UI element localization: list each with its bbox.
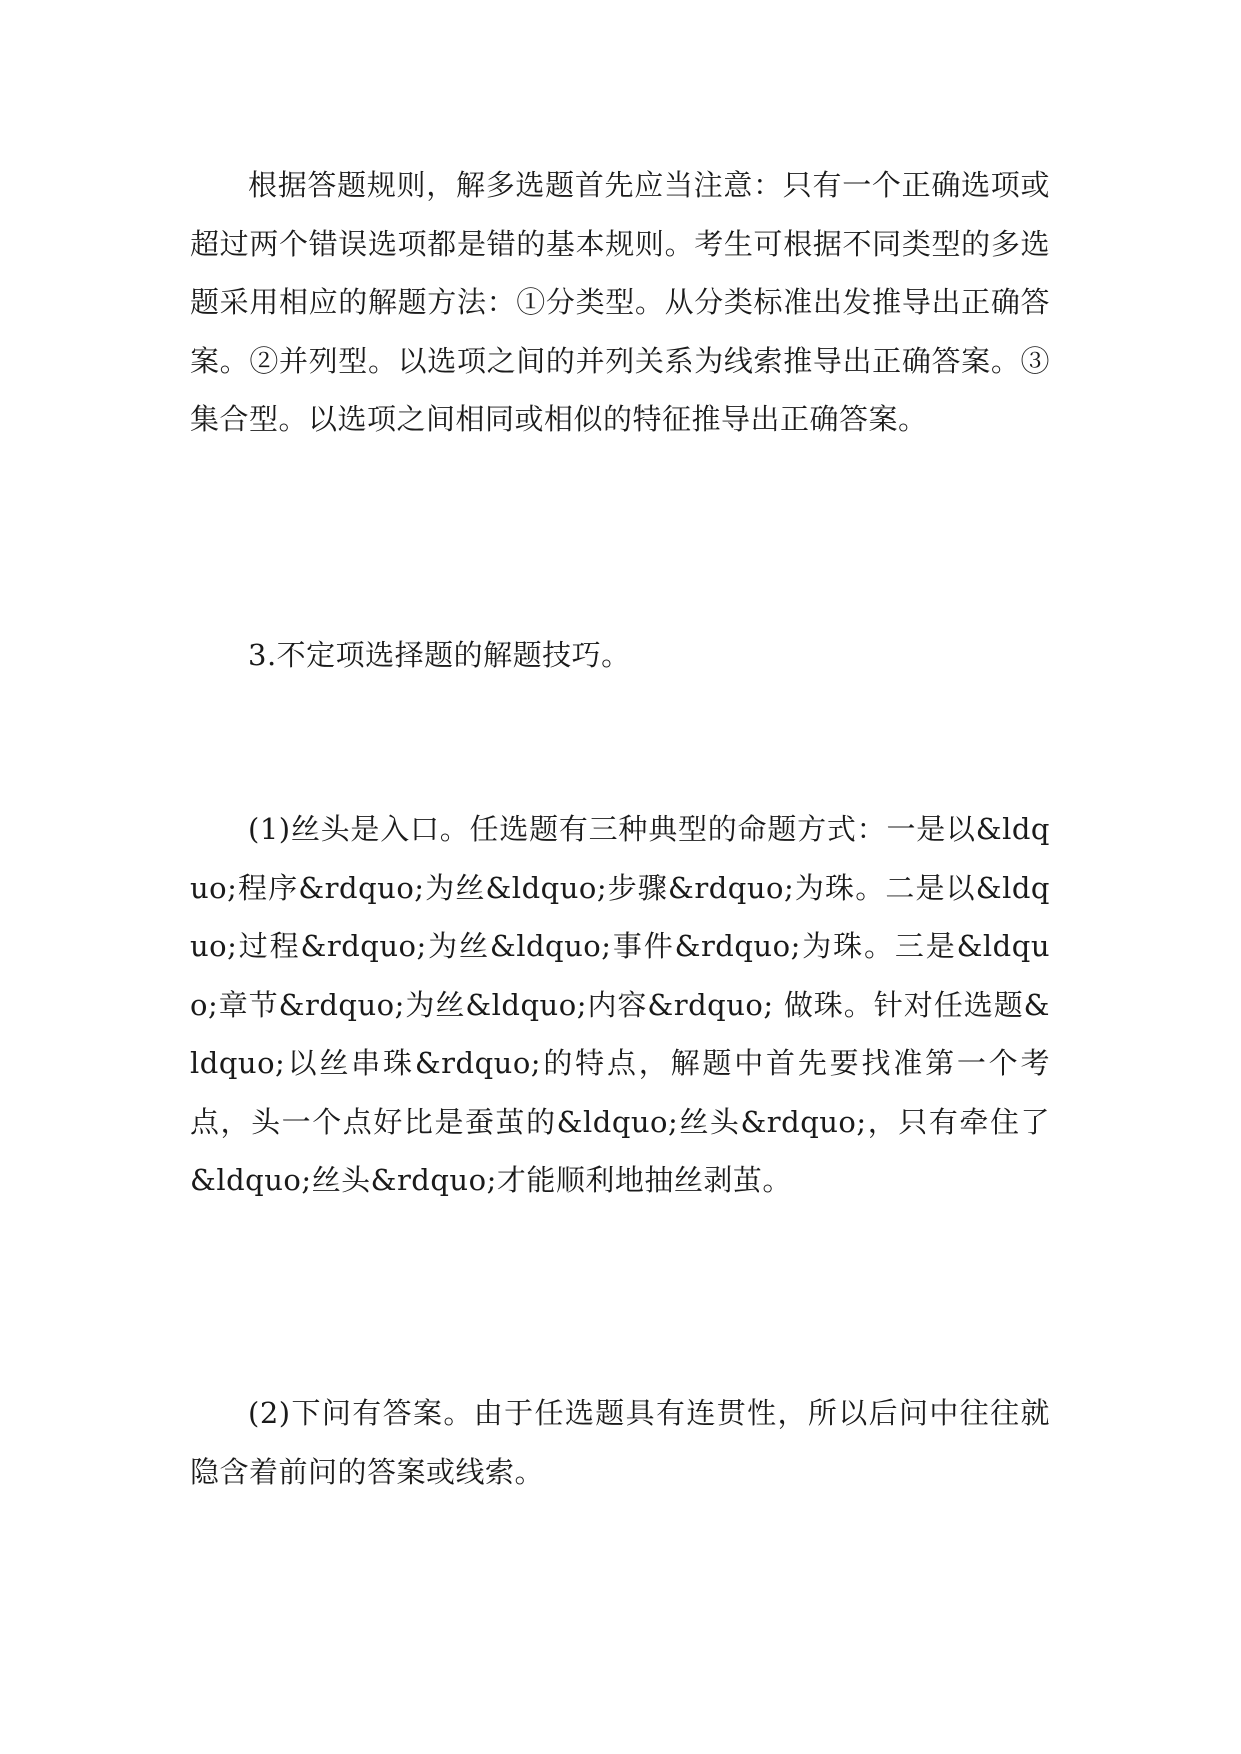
paragraph-later-question-answers: (2)下问有答案。由于任选题具有连贯性，所以后问中往往就隐含着前问的答案或线索。	[190, 1396, 1050, 1489]
paragraph-thread-head: (1)丝头是入口。任选题有三种典型的命题方式：一是以&ldquo;程序&rdquo;为丝&ldquo;步骤&rdquo;为珠。二是以&ldquo;过程&rdquo;为丝&ldquo;事件&rdquo;为珠。三是&ldquo;章节&rdquo;为丝&ldquo;内容&rdquo; 做珠。针对任选题&ldquo;以丝串珠&rdquo;的特点，解题中首先要找准第一个考点，头一个点好比是蚕茧的&ldquo;丝头&rdquo;，只有牵住了&ldquo;丝头&rdquo;才能顺利地抽丝剥茧。	[190, 812, 1050, 1197]
paragraph-multi-choice-rules: 根据答题规则，解多选题首先应当注意：只有一个正确选项或超过两个错误选项都是错的基本规则。考生可根据不同类型的多选题采用相应的解题方法：①分类型。从分类标准出发推导出正确答案。②并列型。以选项之间的并列关系为线索推导出正确答案。③集合型。以选项之间相同或相似的特征推导出正确答案。	[190, 168, 1050, 436]
section-heading-indefinite-choice: 3.不定项选择题的解题技巧。	[248, 638, 631, 672]
